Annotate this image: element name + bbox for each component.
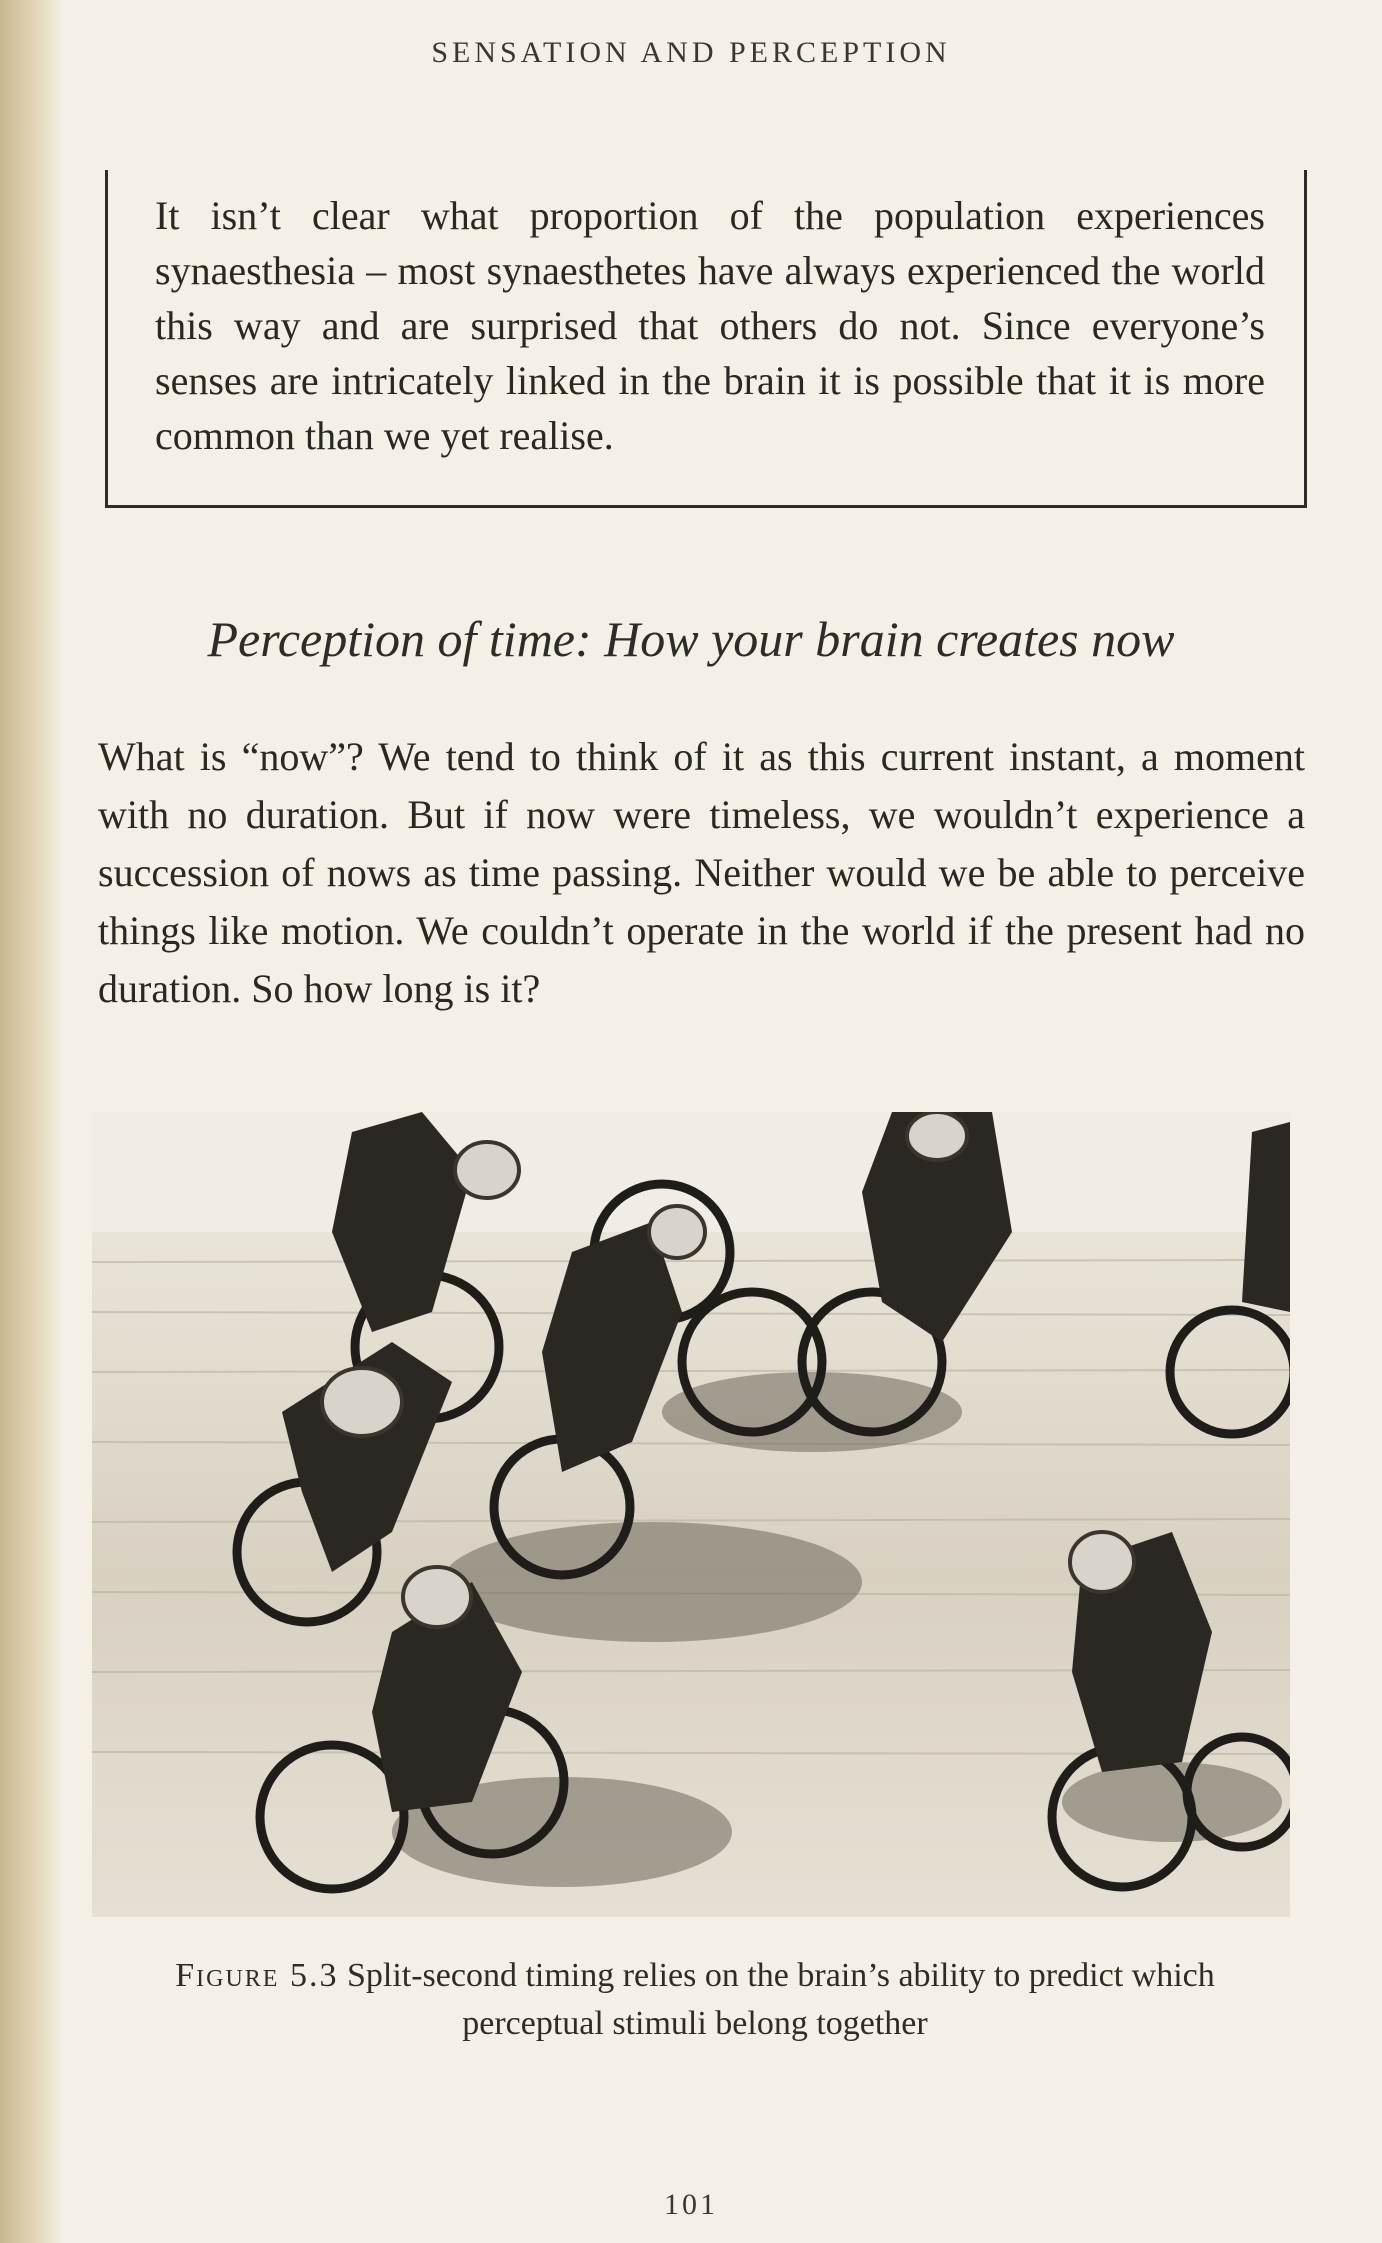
section-heading: Perception of time: How your brain creates now <box>207 611 1175 667</box>
sidebar-text: It isn’t clear what proportion of the population experiences synaesthesia – most synaesthetes have always experienced the world this way and are surprised that others do not. Since everyone’s senses are intricately linked in the brain it is possible that it is more common than we yet realise. <box>155 193 1265 458</box>
figure-caption-text: Split-second timing relies on the brain’s ability to predict which perceptual stimuli belong together <box>346 1957 1215 2042</box>
page-gutter-shadow <box>0 0 64 2243</box>
figure-cyclists-photo <box>92 1112 1290 1917</box>
figure-label: Figure 5.3 <box>175 1957 339 1994</box>
figure-caption <box>125 1952 1265 2048</box>
body-paragraph: What is “now”? We tend to think of it as this current instant, a moment with no duration. But if now were timeless, we wouldn’t experience a succession of nows as time passing. Neither would we be able to perceive things like motion. We couldn’t operate in the world if the present had no duration. So how long is it? <box>98 734 1305 1011</box>
cyclists-photo-illustration <box>92 1112 1290 1917</box>
page-number: 101 <box>664 2188 718 2221</box>
running-head: SENSATION AND PERCEPTION <box>431 36 951 69</box>
